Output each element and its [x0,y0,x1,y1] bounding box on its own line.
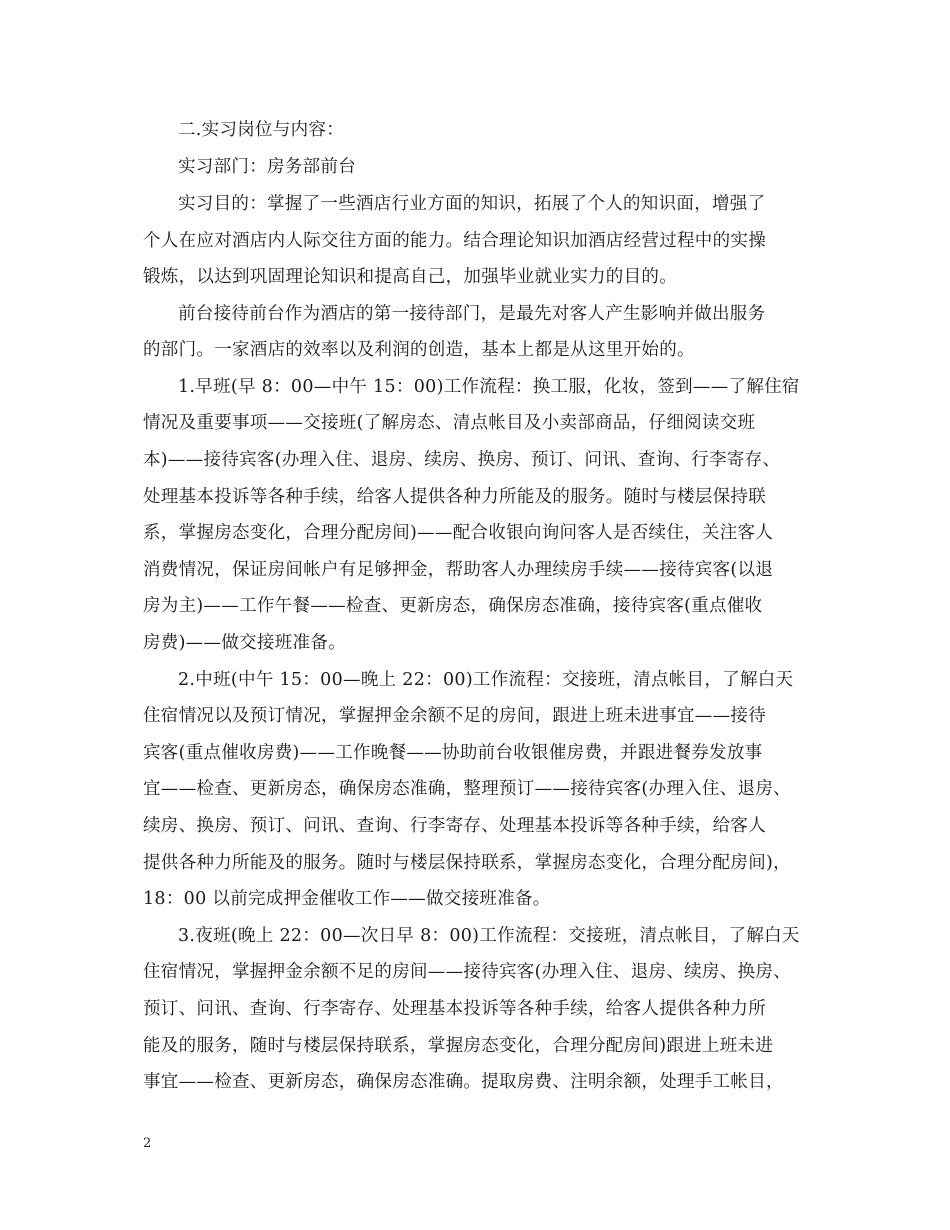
text-line: 房为主)——工作午餐——检查、更新房态，确保房态准确，接待宾客(重点催收 [143,596,763,616]
text-line: 处理基本投诉等各种手续，给客人提供各种力所能及的服务。随时与楼层保持联 [143,487,766,507]
text-line: 事宜——检查、更新房态，确保房态准确。提取房费、注明余额，处理手工帐目， [143,1072,784,1092]
text-line: 前台接待前台作为酒店的第一接待部门，是最先对客人产生影响并做出服务 [178,304,766,324]
text-line: 住宿情况，掌握押金余额不足的房间——接待宾客(办理入住、退房、续房、换房、 [143,962,791,982]
text-line: 消费情况，保证房间帐户有足够押金，帮助客人办理续房手续——接待宾客(以退 [143,560,774,580]
text-line: 房费)——做交接班准备。 [143,633,346,653]
text-line: 2.中班(中午 15：00—晚上 22：00)工作流程：交接班，清点帐目，了解白天 [178,670,794,690]
text-line: 宾客(重点催收房费)——工作晚餐——协助前台收银催房费，并跟进餐券发放事 [143,743,763,763]
text-line: 1.早班(早 8：00—中午 15：00)工作流程：换工服，化妆，签到——了解住宿 [178,377,800,397]
text-line: 提供各种力所能及的服务。随时与楼层保持联系，掌握房态变化，合理分配房间)， [143,853,791,873]
page-number: 2 [143,1136,152,1151]
text-line: 实习目的：掌握了一些酒店行业方面的知识，拓展了个人的知识面，增强了 [178,194,766,214]
text-line: 3.夜班(晚上 22：00—次日早 8：00)工作流程：交接班，清点帐目，了解白天 [178,926,800,946]
text-line: 个人在应对酒店内人际交往方面的能力。结合理论知识加酒店经营过程中的实操 [143,231,766,251]
text-line: 系，掌握房态变化，合理分配房间)——配合收银向询问客人是否续住，关注客人 [143,523,774,543]
text-line: 能及的服务，随时与楼层保持联系，掌握房态变化，合理分配房间)跟进上班未进 [143,1036,774,1056]
text-line: 住宿情况以及预订情况，掌握押金余额不足的房间，跟进上班未进事宜——接待 [143,706,766,726]
text-line: 18：00 以前完成押金催收工作——做交接班准备。 [143,889,551,909]
text-line: 续房、换房、预订、问讯、查询、行李寄存、处理基本投诉等各种手续，给客人 [143,816,766,836]
section-heading: 二.实习岗位与内容： [178,120,345,140]
text-line: 本)——接待宾客(办理入住、退房、续房、换房、预订、问讯、查询、行李寄存、 [143,450,781,470]
text-line: 情况及重要事项——交接班(了解房态、清点帐目及小卖部商品，仔细阅读交班 [143,413,756,433]
text-line: 实习部门：房务部前台 [178,157,356,177]
text-line: 预订、问讯、查询、行李寄存、处理基本投诉等各种手续，给客人提供各种力所 [143,999,766,1019]
text-line: 锻炼，以达到巩固理论知识和提高自己，加强毕业就业实力的目的。 [143,267,677,287]
text-line: 的部门。一家酒店的效率以及利润的创造，基本上都是从这里开始的。 [143,340,695,360]
text-line: 宜——检查、更新房态，确保房态准确，整理预订——接待宾客(办理入住、退房、 [143,779,791,799]
